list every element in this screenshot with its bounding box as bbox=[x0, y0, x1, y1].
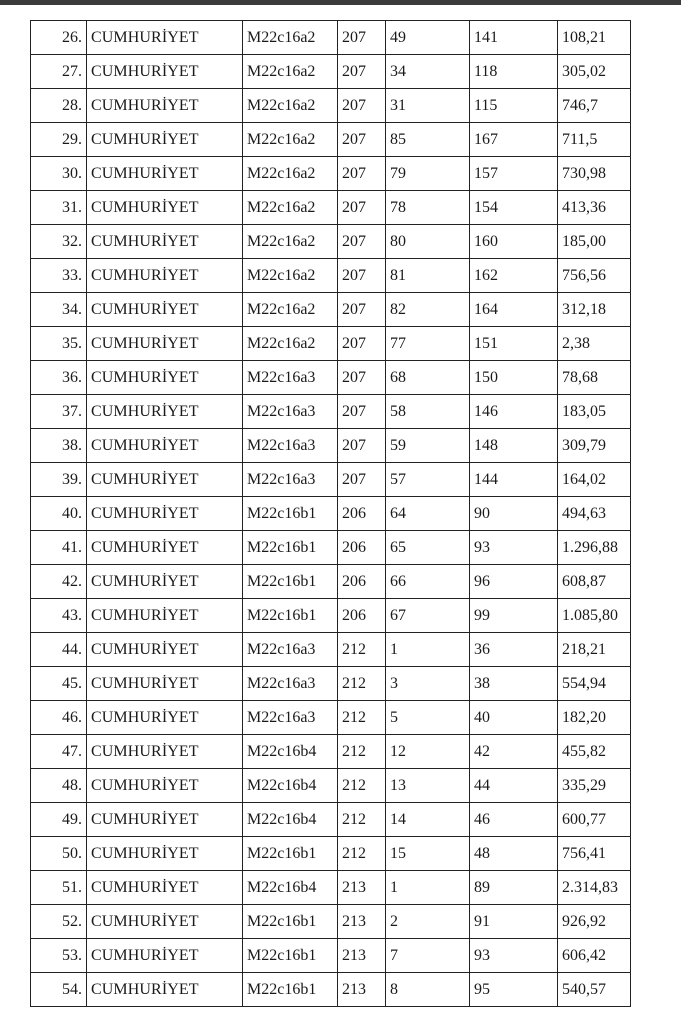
parcel-number-cell: 14 bbox=[386, 803, 470, 837]
neighborhood-name-cell: CUMHURİYET bbox=[87, 769, 243, 803]
row-number-cell: 43. bbox=[31, 599, 87, 633]
block-number-cell: 207 bbox=[338, 259, 386, 293]
map-sheet-code-cell: M22c16b1 bbox=[243, 939, 338, 973]
row-number-cell: 49. bbox=[31, 803, 87, 837]
table-row bbox=[31, 939, 631, 973]
neighborhood-name-cell: CUMHURİYET bbox=[87, 395, 243, 429]
reference-number-cell: 150 bbox=[470, 361, 558, 395]
area-value-cell: 218,21 bbox=[558, 633, 631, 667]
block-number-cell: 212 bbox=[338, 837, 386, 871]
map-sheet-code-cell: M22c16a3 bbox=[243, 667, 338, 701]
block-number-cell: 207 bbox=[338, 157, 386, 191]
area-value-cell: 926,92 bbox=[558, 905, 631, 939]
table-row bbox=[31, 905, 631, 939]
neighborhood-name-cell: CUMHURİYET bbox=[87, 803, 243, 837]
parcel-number-cell: 34 bbox=[386, 55, 470, 89]
neighborhood-name-cell: CUMHURİYET bbox=[87, 361, 243, 395]
reference-number-cell: 48 bbox=[470, 837, 558, 871]
map-sheet-code-cell: M22c16a2 bbox=[243, 157, 338, 191]
parcel-number-cell: 57 bbox=[386, 463, 470, 497]
table-row bbox=[31, 803, 631, 837]
area-value-cell: 494,63 bbox=[558, 497, 631, 531]
map-sheet-code-cell: M22c16b1 bbox=[243, 837, 338, 871]
table-row bbox=[31, 599, 631, 633]
row-number-cell: 44. bbox=[31, 633, 87, 667]
row-number-cell: 32. bbox=[31, 225, 87, 259]
area-value-cell: 78,68 bbox=[558, 361, 631, 395]
reference-number-cell: 154 bbox=[470, 191, 558, 225]
reference-number-cell: 36 bbox=[470, 633, 558, 667]
block-number-cell: 207 bbox=[338, 395, 386, 429]
table-row bbox=[31, 735, 631, 769]
parcel-number-cell: 7 bbox=[386, 939, 470, 973]
area-value-cell: 756,41 bbox=[558, 837, 631, 871]
reference-number-cell: 157 bbox=[470, 157, 558, 191]
reference-number-cell: 167 bbox=[470, 123, 558, 157]
parcel-table bbox=[30, 20, 631, 1007]
block-number-cell: 207 bbox=[338, 463, 386, 497]
neighborhood-name-cell: CUMHURİYET bbox=[87, 191, 243, 225]
map-sheet-code-cell: M22c16b4 bbox=[243, 871, 338, 905]
block-number-cell: 207 bbox=[338, 123, 386, 157]
parcel-number-cell: 64 bbox=[386, 497, 470, 531]
parcel-number-cell: 79 bbox=[386, 157, 470, 191]
reference-number-cell: 118 bbox=[470, 55, 558, 89]
parcel-number-cell: 78 bbox=[386, 191, 470, 225]
table-row bbox=[31, 293, 631, 327]
row-number-cell: 29. bbox=[31, 123, 87, 157]
map-sheet-code-cell: M22c16a3 bbox=[243, 429, 338, 463]
table-row bbox=[31, 55, 631, 89]
neighborhood-name-cell: CUMHURİYET bbox=[87, 633, 243, 667]
map-sheet-code-cell: M22c16a2 bbox=[243, 191, 338, 225]
row-number-cell: 40. bbox=[31, 497, 87, 531]
area-value-cell: 540,57 bbox=[558, 973, 631, 1007]
neighborhood-name-cell: CUMHURİYET bbox=[87, 429, 243, 463]
reference-number-cell: 162 bbox=[470, 259, 558, 293]
row-number-cell: 36. bbox=[31, 361, 87, 395]
table-row bbox=[31, 123, 631, 157]
row-number-cell: 54. bbox=[31, 973, 87, 1007]
neighborhood-name-cell: CUMHURİYET bbox=[87, 939, 243, 973]
row-number-cell: 53. bbox=[31, 939, 87, 973]
neighborhood-name-cell: CUMHURİYET bbox=[87, 497, 243, 531]
neighborhood-name-cell: CUMHURİYET bbox=[87, 973, 243, 1007]
reference-number-cell: 96 bbox=[470, 565, 558, 599]
parcel-number-cell: 67 bbox=[386, 599, 470, 633]
map-sheet-code-cell: M22c16a2 bbox=[243, 259, 338, 293]
parcel-number-cell: 5 bbox=[386, 701, 470, 735]
area-value-cell: 2.314,83 bbox=[558, 871, 631, 905]
neighborhood-name-cell: CUMHURİYET bbox=[87, 701, 243, 735]
map-sheet-code-cell: M22c16b1 bbox=[243, 497, 338, 531]
map-sheet-code-cell: M22c16b4 bbox=[243, 769, 338, 803]
reference-number-cell: 90 bbox=[470, 497, 558, 531]
block-number-cell: 212 bbox=[338, 667, 386, 701]
area-value-cell: 182,20 bbox=[558, 701, 631, 735]
block-number-cell: 212 bbox=[338, 769, 386, 803]
area-value-cell: 1.085,80 bbox=[558, 599, 631, 633]
table-row bbox=[31, 259, 631, 293]
neighborhood-name-cell: CUMHURİYET bbox=[87, 735, 243, 769]
parcel-number-cell: 68 bbox=[386, 361, 470, 395]
parcel-table-body bbox=[31, 21, 631, 1007]
table-row bbox=[31, 395, 631, 429]
parcel-number-cell: 13 bbox=[386, 769, 470, 803]
map-sheet-code-cell: M22c16a2 bbox=[243, 123, 338, 157]
parcel-number-cell: 8 bbox=[386, 973, 470, 1007]
map-sheet-code-cell: M22c16a2 bbox=[243, 327, 338, 361]
block-number-cell: 212 bbox=[338, 633, 386, 667]
parcel-number-cell: 2 bbox=[386, 905, 470, 939]
area-value-cell: 335,29 bbox=[558, 769, 631, 803]
row-number-cell: 41. bbox=[31, 531, 87, 565]
area-value-cell: 455,82 bbox=[558, 735, 631, 769]
page-top-edge bbox=[0, 0, 681, 5]
block-number-cell: 207 bbox=[338, 225, 386, 259]
parcel-number-cell: 77 bbox=[386, 327, 470, 361]
block-number-cell: 207 bbox=[338, 55, 386, 89]
area-value-cell: 2,38 bbox=[558, 327, 631, 361]
block-number-cell: 213 bbox=[338, 939, 386, 973]
block-number-cell: 207 bbox=[338, 327, 386, 361]
parcel-number-cell: 59 bbox=[386, 429, 470, 463]
reference-number-cell: 151 bbox=[470, 327, 558, 361]
table-row bbox=[31, 429, 631, 463]
map-sheet-code-cell: M22c16a2 bbox=[243, 225, 338, 259]
reference-number-cell: 144 bbox=[470, 463, 558, 497]
row-number-cell: 38. bbox=[31, 429, 87, 463]
block-number-cell: 207 bbox=[338, 429, 386, 463]
area-value-cell: 730,98 bbox=[558, 157, 631, 191]
block-number-cell: 207 bbox=[338, 361, 386, 395]
block-number-cell: 206 bbox=[338, 497, 386, 531]
reference-number-cell: 148 bbox=[470, 429, 558, 463]
map-sheet-code-cell: M22c16a3 bbox=[243, 701, 338, 735]
neighborhood-name-cell: CUMHURİYET bbox=[87, 21, 243, 55]
area-value-cell: 756,56 bbox=[558, 259, 631, 293]
map-sheet-code-cell: M22c16a2 bbox=[243, 55, 338, 89]
parcel-number-cell: 49 bbox=[386, 21, 470, 55]
area-value-cell: 108,21 bbox=[558, 21, 631, 55]
neighborhood-name-cell: CUMHURİYET bbox=[87, 905, 243, 939]
area-value-cell: 413,36 bbox=[558, 191, 631, 225]
neighborhood-name-cell: CUMHURİYET bbox=[87, 463, 243, 497]
parcel-number-cell: 66 bbox=[386, 565, 470, 599]
table-row bbox=[31, 769, 631, 803]
table-row bbox=[31, 191, 631, 225]
parcel-number-cell: 80 bbox=[386, 225, 470, 259]
table-row bbox=[31, 157, 631, 191]
neighborhood-name-cell: CUMHURİYET bbox=[87, 259, 243, 293]
row-number-cell: 30. bbox=[31, 157, 87, 191]
reference-number-cell: 46 bbox=[470, 803, 558, 837]
block-number-cell: 206 bbox=[338, 565, 386, 599]
neighborhood-name-cell: CUMHURİYET bbox=[87, 293, 243, 327]
table-row bbox=[31, 701, 631, 735]
parcel-number-cell: 58 bbox=[386, 395, 470, 429]
parcel-number-cell: 3 bbox=[386, 667, 470, 701]
reference-number-cell: 93 bbox=[470, 939, 558, 973]
row-number-cell: 26. bbox=[31, 21, 87, 55]
neighborhood-name-cell: CUMHURİYET bbox=[87, 327, 243, 361]
row-number-cell: 47. bbox=[31, 735, 87, 769]
table-row bbox=[31, 667, 631, 701]
area-value-cell: 1.296,88 bbox=[558, 531, 631, 565]
row-number-cell: 52. bbox=[31, 905, 87, 939]
map-sheet-code-cell: M22c16a2 bbox=[243, 293, 338, 327]
map-sheet-code-cell: M22c16b1 bbox=[243, 973, 338, 1007]
block-number-cell: 206 bbox=[338, 599, 386, 633]
area-value-cell: 711,5 bbox=[558, 123, 631, 157]
block-number-cell: 207 bbox=[338, 191, 386, 225]
parcel-number-cell: 82 bbox=[386, 293, 470, 327]
reference-number-cell: 38 bbox=[470, 667, 558, 701]
row-number-cell: 39. bbox=[31, 463, 87, 497]
block-number-cell: 206 bbox=[338, 531, 386, 565]
neighborhood-name-cell: CUMHURİYET bbox=[87, 123, 243, 157]
neighborhood-name-cell: CUMHURİYET bbox=[87, 565, 243, 599]
map-sheet-code-cell: M22c16a2 bbox=[243, 21, 338, 55]
reference-number-cell: 99 bbox=[470, 599, 558, 633]
area-value-cell: 309,79 bbox=[558, 429, 631, 463]
table-row bbox=[31, 361, 631, 395]
row-number-cell: 35. bbox=[31, 327, 87, 361]
neighborhood-name-cell: CUMHURİYET bbox=[87, 531, 243, 565]
row-number-cell: 27. bbox=[31, 55, 87, 89]
row-number-cell: 42. bbox=[31, 565, 87, 599]
table-row bbox=[31, 531, 631, 565]
map-sheet-code-cell: M22c16b1 bbox=[243, 599, 338, 633]
parcel-number-cell: 15 bbox=[386, 837, 470, 871]
neighborhood-name-cell: CUMHURİYET bbox=[87, 157, 243, 191]
parcel-number-cell: 85 bbox=[386, 123, 470, 157]
area-value-cell: 183,05 bbox=[558, 395, 631, 429]
parcel-number-cell: 1 bbox=[386, 871, 470, 905]
neighborhood-name-cell: CUMHURİYET bbox=[87, 89, 243, 123]
block-number-cell: 213 bbox=[338, 905, 386, 939]
row-number-cell: 51. bbox=[31, 871, 87, 905]
neighborhood-name-cell: CUMHURİYET bbox=[87, 871, 243, 905]
reference-number-cell: 89 bbox=[470, 871, 558, 905]
map-sheet-code-cell: M22c16b1 bbox=[243, 565, 338, 599]
parcel-number-cell: 12 bbox=[386, 735, 470, 769]
map-sheet-code-cell: M22c16a3 bbox=[243, 633, 338, 667]
map-sheet-code-cell: M22c16a3 bbox=[243, 361, 338, 395]
block-number-cell: 212 bbox=[338, 735, 386, 769]
reference-number-cell: 40 bbox=[470, 701, 558, 735]
area-value-cell: 608,87 bbox=[558, 565, 631, 599]
map-sheet-code-cell: M22c16b4 bbox=[243, 803, 338, 837]
area-value-cell: 606,42 bbox=[558, 939, 631, 973]
row-number-cell: 31. bbox=[31, 191, 87, 225]
table-row bbox=[31, 973, 631, 1007]
neighborhood-name-cell: CUMHURİYET bbox=[87, 599, 243, 633]
neighborhood-name-cell: CUMHURİYET bbox=[87, 837, 243, 871]
document-sheet bbox=[30, 20, 630, 1007]
area-value-cell: 746,7 bbox=[558, 89, 631, 123]
area-value-cell: 312,18 bbox=[558, 293, 631, 327]
row-number-cell: 37. bbox=[31, 395, 87, 429]
block-number-cell: 212 bbox=[338, 803, 386, 837]
neighborhood-name-cell: CUMHURİYET bbox=[87, 55, 243, 89]
reference-number-cell: 44 bbox=[470, 769, 558, 803]
reference-number-cell: 141 bbox=[470, 21, 558, 55]
map-sheet-code-cell: M22c16b1 bbox=[243, 531, 338, 565]
map-sheet-code-cell: M22c16a2 bbox=[243, 89, 338, 123]
reference-number-cell: 146 bbox=[470, 395, 558, 429]
table-row bbox=[31, 89, 631, 123]
row-number-cell: 50. bbox=[31, 837, 87, 871]
map-sheet-code-cell: M22c16a3 bbox=[243, 463, 338, 497]
table-row bbox=[31, 565, 631, 599]
table-row bbox=[31, 225, 631, 259]
table-row bbox=[31, 837, 631, 871]
row-number-cell: 28. bbox=[31, 89, 87, 123]
parcel-number-cell: 31 bbox=[386, 89, 470, 123]
reference-number-cell: 91 bbox=[470, 905, 558, 939]
block-number-cell: 207 bbox=[338, 293, 386, 327]
block-number-cell: 213 bbox=[338, 871, 386, 905]
area-value-cell: 164,02 bbox=[558, 463, 631, 497]
reference-number-cell: 164 bbox=[470, 293, 558, 327]
parcel-number-cell: 81 bbox=[386, 259, 470, 293]
row-number-cell: 45. bbox=[31, 667, 87, 701]
block-number-cell: 212 bbox=[338, 701, 386, 735]
table-row bbox=[31, 463, 631, 497]
area-value-cell: 554,94 bbox=[558, 667, 631, 701]
row-number-cell: 34. bbox=[31, 293, 87, 327]
parcel-number-cell: 1 bbox=[386, 633, 470, 667]
area-value-cell: 185,00 bbox=[558, 225, 631, 259]
table-row bbox=[31, 633, 631, 667]
neighborhood-name-cell: CUMHURİYET bbox=[87, 667, 243, 701]
table-row bbox=[31, 327, 631, 361]
reference-number-cell: 93 bbox=[470, 531, 558, 565]
table-row bbox=[31, 497, 631, 531]
area-value-cell: 305,02 bbox=[558, 55, 631, 89]
block-number-cell: 207 bbox=[338, 21, 386, 55]
block-number-cell: 207 bbox=[338, 89, 386, 123]
table-row bbox=[31, 21, 631, 55]
map-sheet-code-cell: M22c16b4 bbox=[243, 735, 338, 769]
row-number-cell: 48. bbox=[31, 769, 87, 803]
map-sheet-code-cell: M22c16b1 bbox=[243, 905, 338, 939]
table-row bbox=[31, 871, 631, 905]
neighborhood-name-cell: CUMHURİYET bbox=[87, 225, 243, 259]
area-value-cell: 600,77 bbox=[558, 803, 631, 837]
reference-number-cell: 160 bbox=[470, 225, 558, 259]
parcel-number-cell: 65 bbox=[386, 531, 470, 565]
map-sheet-code-cell: M22c16a3 bbox=[243, 395, 338, 429]
block-number-cell: 213 bbox=[338, 973, 386, 1007]
reference-number-cell: 42 bbox=[470, 735, 558, 769]
row-number-cell: 46. bbox=[31, 701, 87, 735]
reference-number-cell: 115 bbox=[470, 89, 558, 123]
reference-number-cell: 95 bbox=[470, 973, 558, 1007]
row-number-cell: 33. bbox=[31, 259, 87, 293]
